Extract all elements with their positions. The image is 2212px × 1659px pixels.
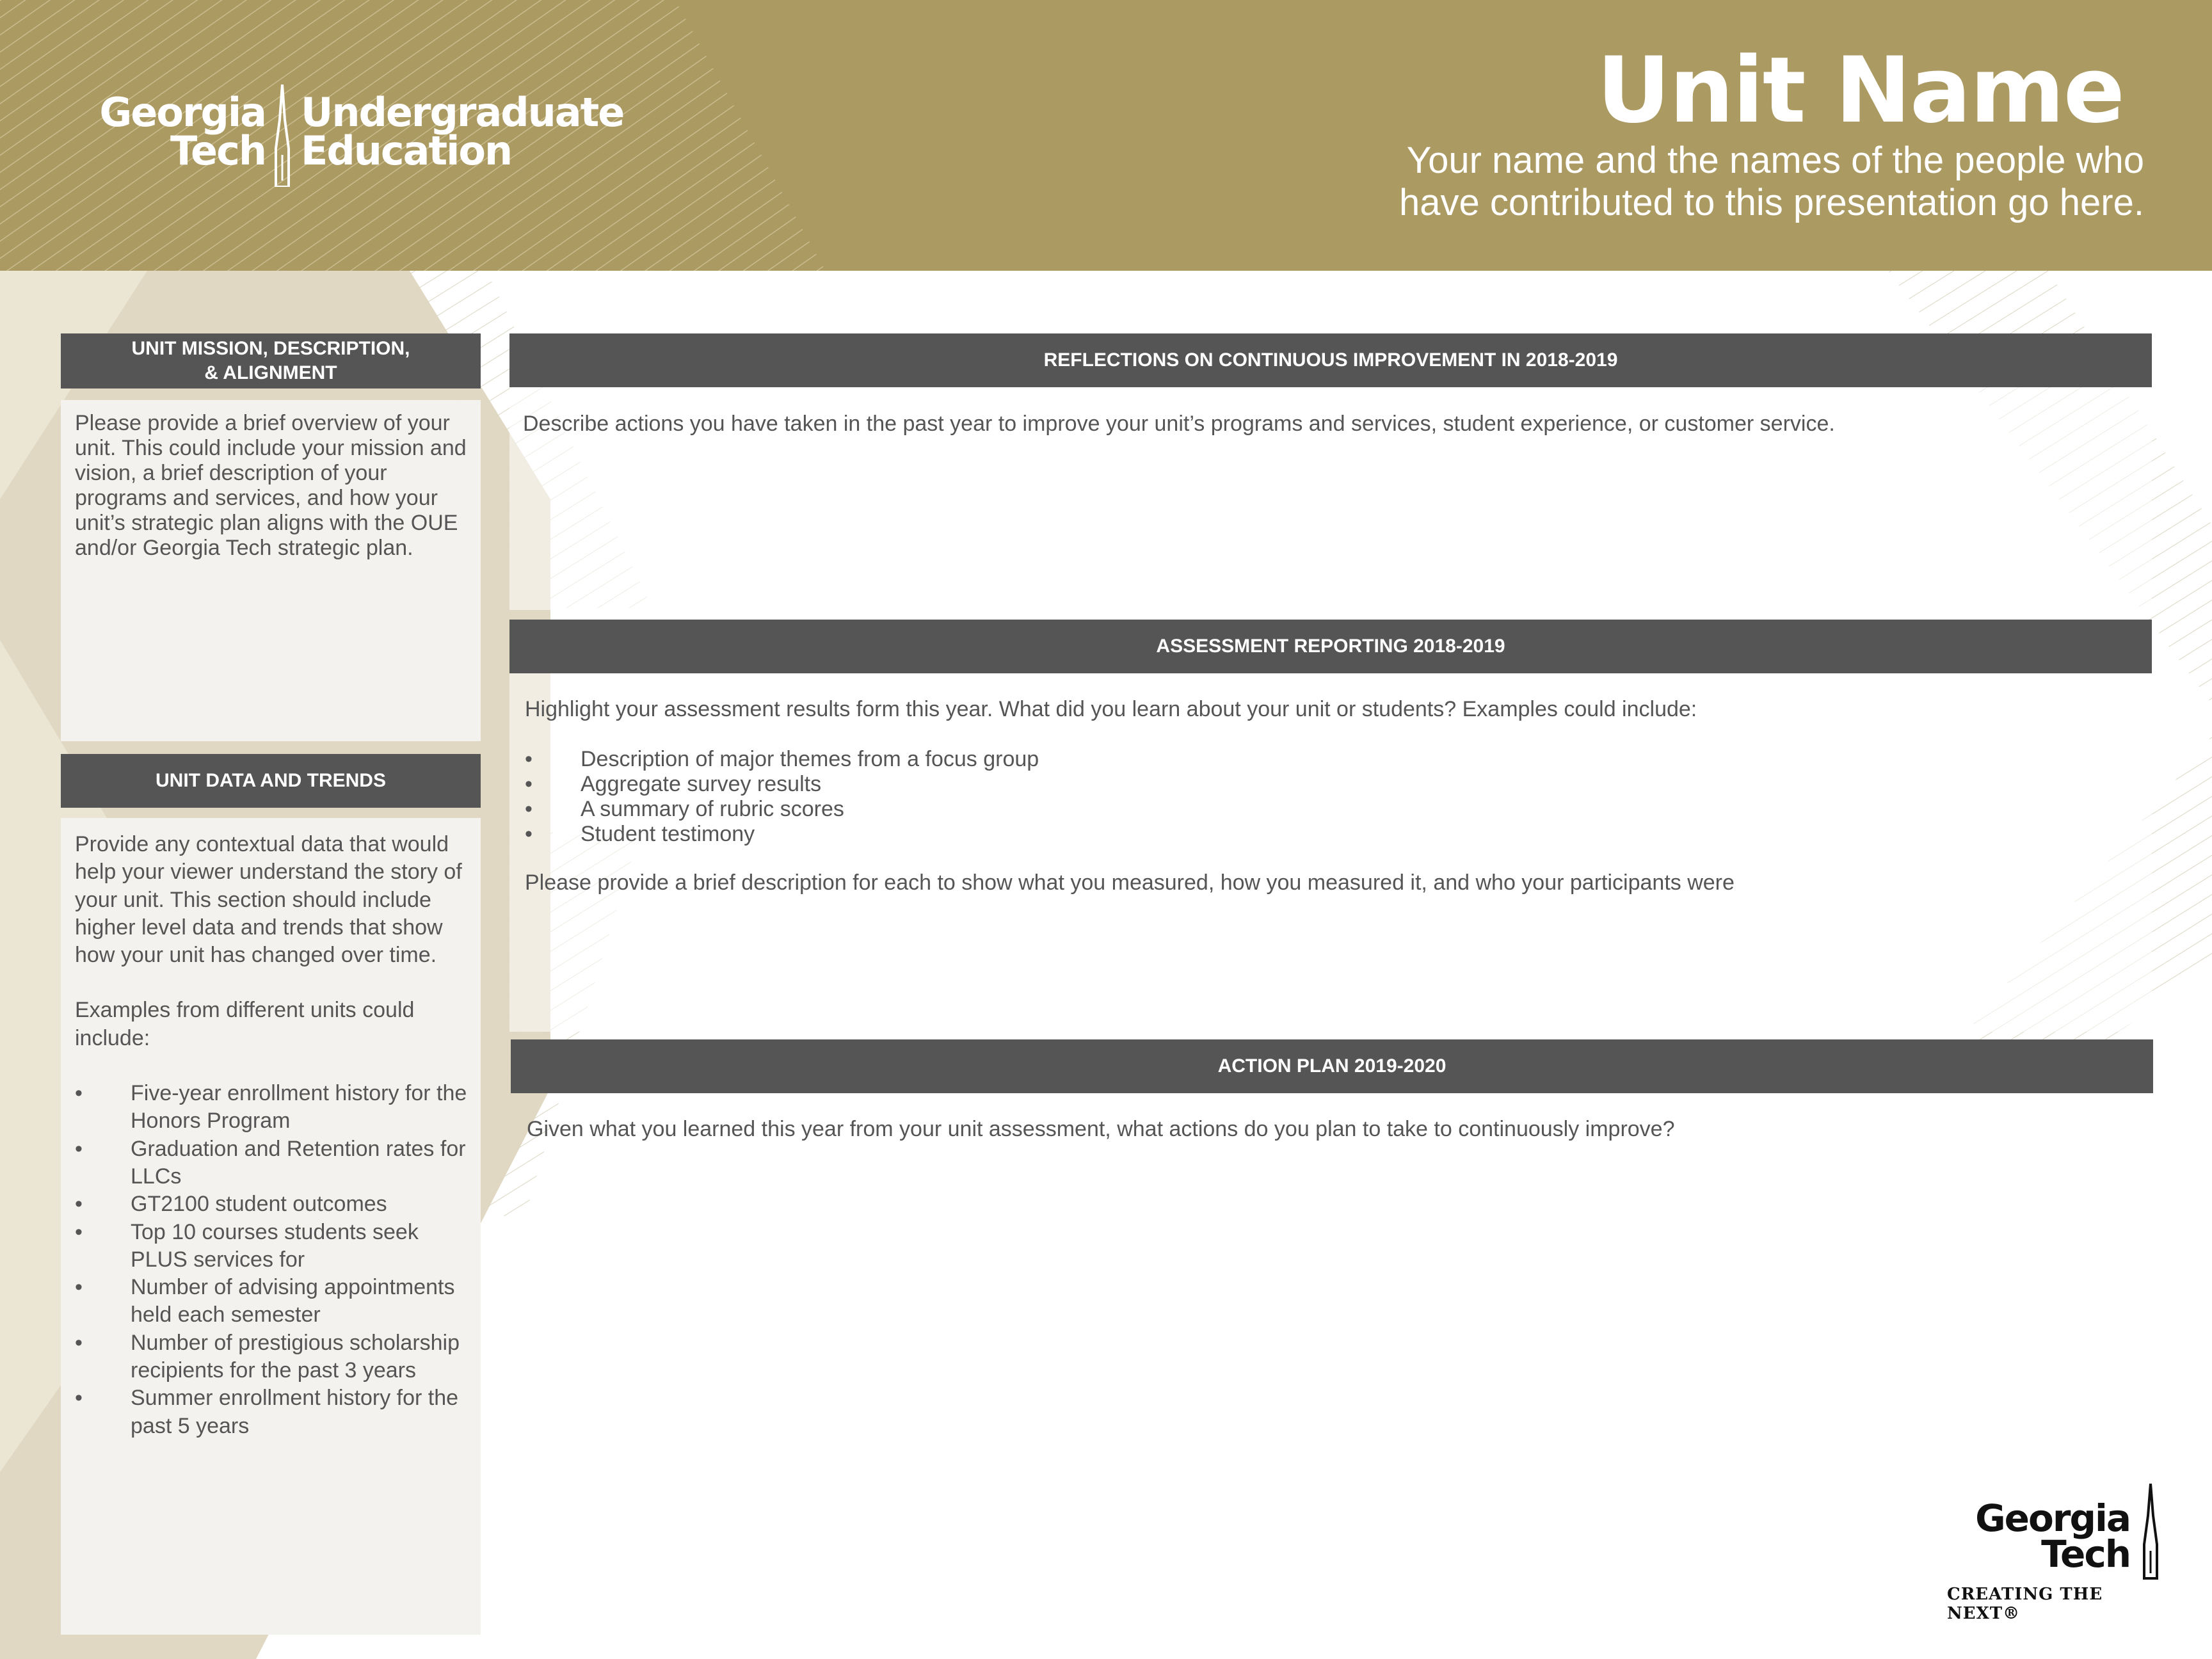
list-item: • Description of major themes from a focus group: [525, 747, 2138, 772]
reflections-heading: [509, 333, 2152, 387]
list-item: • Number of advising appointments held each semester: [75, 1274, 472, 1329]
assessment-heading-text: ASSESSMENT REPORTING 2018-2019: [1156, 636, 1505, 657]
action-plan-heading: [511, 1039, 2153, 1093]
list-item: • Graduation and Retention rates for LLCs: [75, 1135, 472, 1191]
assessment-closing: Please provide a brief description for each to show what you measured, how you measured it, and who your participants were: [525, 870, 1735, 895]
mission-body: Please provide a brief overview of your unit. This could include your mission and vision, a brief description of your programs and services, and how your unit’s strategic plan aligns with the OUE and/or Georgia Tech strategic plan.: [75, 411, 467, 560]
list-item: • GT2100 student outcomes: [75, 1190, 472, 1218]
data-trends-intro: Provide any contextual data that would help your viewer understand the story of your unit. This section should include higher level data and trends that show how your unit has changed over time.: [75, 832, 462, 968]
tech-tower-icon: [267, 84, 298, 187]
data-trends-heading: [61, 754, 481, 808]
georgia-tech-ue-logo: [61, 84, 675, 187]
list-item: • Student testimony: [525, 822, 2138, 847]
list-item: • Five-year enrollment history for the Honors Program: [75, 1080, 472, 1135]
reflections-heading-text: REFLECTIONS ON CONTINUOUS IMPROVEMENT IN 2018-2019: [1043, 349, 1618, 371]
data-trends-examples-intro: Examples from different units could include:: [75, 998, 415, 1050]
list-item: • Top 10 courses students seek PLUS services for: [75, 1219, 472, 1274]
tech-tower-icon: [2136, 1484, 2165, 1580]
action-plan-body: Given what you learned this year from your unit assessment, what actions do you plan to take to continuously improve?: [527, 1117, 1675, 1141]
assessment-examples-list: [525, 747, 2138, 847]
georgia-tech-footer-logo: [1939, 1484, 2170, 1623]
assessment-heading: [509, 620, 2152, 673]
logo-georgia-tech-text: Georgia Tech: [99, 89, 266, 174]
action-plan-heading-text: ACTION PLAN 2019-2020: [1217, 1055, 1447, 1077]
unit-subtitle: Your name and the names of the people who have contributed to this presentation go here.: [1399, 140, 2144, 223]
assessment-body: [525, 696, 2138, 895]
list-item: • Number of prestigious scholarship recipients for the past 3 years: [75, 1329, 472, 1385]
data-trends-body: [75, 831, 472, 1440]
list-item: • Aggregate survey results: [525, 772, 2138, 797]
list-item: • A summary of rubric scores: [525, 797, 2138, 822]
tagline: CREATING THE NEXT®: [1947, 1585, 2103, 1623]
reflections-body: Describe actions you have taken in the past year to improve your unit’s programs and services, student experience, or customer service.: [523, 412, 1835, 436]
list-item: • Summer enrollment history for the past 5 years: [75, 1384, 472, 1440]
unit-title: Unit Name: [1596, 38, 2124, 143]
data-trends-examples-list: [75, 1080, 472, 1440]
footer-logo-text: Georgia Tech: [1975, 1496, 2130, 1576]
header-banner: [0, 0, 2212, 271]
logo-department-text: Undergraduate Education: [301, 89, 624, 174]
data-trends-heading-text: UNIT DATA AND TRENDS: [156, 770, 386, 791]
mission-heading-text: UNIT MISSION, DESCRIPTION, & ALIGNMENT: [131, 338, 410, 383]
assessment-intro: Highlight your assessment results form this year. What did you learn about your unit or students? Examples could include:: [525, 697, 1697, 721]
mission-heading: [61, 333, 481, 389]
